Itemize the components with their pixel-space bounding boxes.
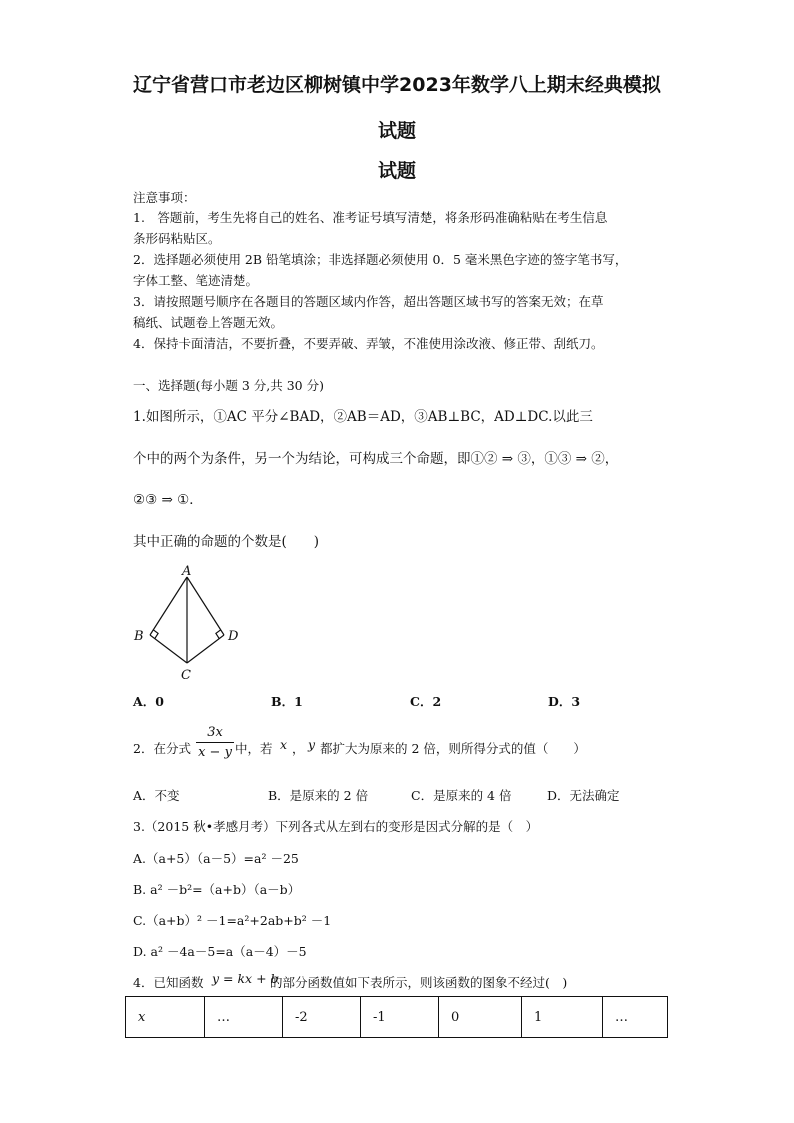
q3-option-a[interactable]: A.（a+5）（a－5）=a² －25: [133, 851, 299, 866]
table-cell: 0: [439, 997, 522, 1038]
notice-line: 3．请按照题号顺序在各题目的答题区域内作答，超出答题区域书写的答案无效；在草: [133, 294, 604, 309]
notice-line: 1. 答题前，考生先将自己的姓名、准考证号填写清楚，将条形码准确粘贴在考生信息: [133, 210, 608, 225]
q1-stem-line: 个中的两个为条件，另一个为结论，可构成三个命题，即①② ⇒ ③，①③ ⇒ ②，: [133, 451, 619, 467]
q2-numerator: 3x: [207, 725, 223, 740]
q3-option-c[interactable]: C.（a+b）² －1=a²+2ab+b² －1: [133, 913, 332, 928]
q1-kite-figure: [128, 562, 248, 684]
q2-fraction: [196, 725, 234, 760]
page-subtitle-1: 试题: [377, 120, 416, 142]
q1-option-c[interactable]: C．2: [410, 694, 442, 709]
segment-ad: [187, 577, 224, 635]
notice-heading: 注意事项：: [133, 190, 196, 205]
segment-bc: [150, 635, 187, 663]
notice-line: 稿纸、试题卷上答题无效。: [133, 315, 284, 330]
table-cell: 1: [522, 997, 603, 1038]
q2-separator: ，: [292, 741, 305, 756]
q1-option-b[interactable]: B．1: [271, 694, 303, 709]
q2-suffix-a: 中，若: [235, 741, 273, 756]
q4-prefix: 4．已知函数: [133, 975, 204, 990]
fraction-bar: [196, 742, 234, 743]
q2-option-a[interactable]: A．不变: [133, 788, 180, 803]
right-angle-b: [153, 630, 158, 639]
table-cell: -2: [283, 997, 361, 1038]
q3-stem: 3.（2015 秋•孝感月考）下列各式从左到右的变形是因式分解的是（ ）: [133, 819, 539, 834]
section-heading: 一、选择题(每小题 3 分,共 30 分): [133, 378, 324, 393]
notice-line: 4．保持卡面清洁，不要折叠，不要弄破、弄皱，不准使用涂改液、修正带、刮纸刀。: [133, 336, 604, 351]
q2-option-b[interactable]: B．是原来的 2 倍: [268, 788, 369, 803]
q2-var-x: x: [280, 737, 288, 752]
q2-option-d[interactable]: D．无法确定: [547, 788, 620, 803]
q1-stem-line: ②③ ⇒ ①．: [133, 492, 203, 508]
q2-var-y: y: [308, 737, 316, 752]
label-b: B: [134, 629, 144, 644]
table-cell: …: [205, 997, 283, 1038]
notice-line: 字体工整、笔迹清楚。: [133, 273, 259, 288]
notice-line: 2．选择题必须使用 2B 铅笔填涂；非选择题必须使用 0．5 毫米黑色字迹的签字笔书写，: [133, 252, 628, 267]
label-c: C: [181, 668, 191, 683]
q4-suffix: 的部分函数值如下表所示，则该函数的图象不经过( ): [270, 975, 568, 990]
q1-prompt: 其中正确的命题的个数是( ): [133, 534, 320, 550]
q2-denominator: x − y: [198, 745, 232, 760]
segment-ab: [150, 577, 187, 635]
table-cell: -1: [361, 997, 439, 1038]
page-title: 辽宁省营口市老边区柳树镇中学2023年数学八上期末经典模拟: [133, 74, 661, 96]
q2-suffix-b: 都扩大为原来的 2 倍，则所得分式的值（ ）: [320, 741, 586, 756]
segment-dc: [187, 635, 224, 663]
q2-prefix: 2．在分式: [133, 741, 191, 756]
notice-line: 条形码粘贴区。: [133, 231, 221, 246]
q1-option-a[interactable]: A．0: [133, 694, 164, 709]
q3-option-b[interactable]: B. a² －b²=（a+b）（a－b）: [133, 882, 301, 897]
q4-formula: y = kx + b: [212, 971, 279, 986]
page-subtitle-2: 试题: [377, 160, 416, 182]
q2-option-c[interactable]: C．是原来的 4 倍: [411, 788, 512, 803]
label-d: D: [228, 629, 239, 644]
right-angle-d: [216, 630, 221, 639]
table-row: [126, 997, 668, 1038]
table-cell: x: [126, 997, 205, 1038]
q4-value-table: [125, 996, 668, 1038]
q1-option-d[interactable]: D．3: [548, 694, 581, 709]
label-a: A: [182, 564, 192, 579]
table-cell: …: [603, 997, 668, 1038]
q3-option-d[interactable]: D. a² －4a－5=a（a－4）－5: [133, 944, 307, 959]
q1-stem-line: 1.如图所示，①AC 平分∠BAD，②AB＝AD，③AB⊥BC，AD⊥DC.以此三: [133, 409, 593, 425]
